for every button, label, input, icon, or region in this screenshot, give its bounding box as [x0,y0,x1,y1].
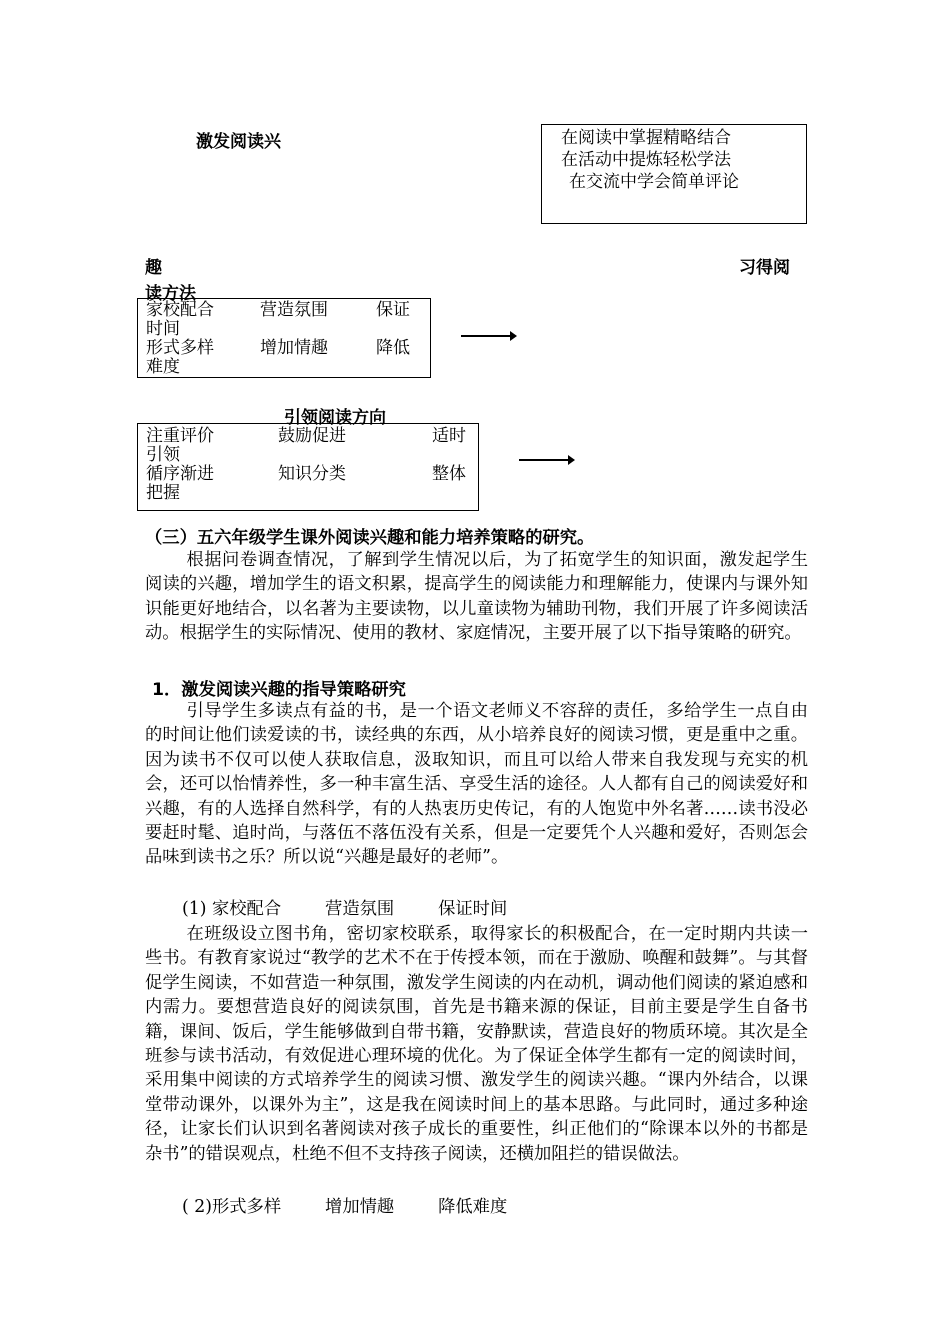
paragraph-2: 引导学生多读点有益的书，是一个语文老师义不容辞的责任，多给学生一点自由的时间让他们读爱读的书，读经典的东西，从小培养良好的阅读习惯，更是重中之重。因为读书不仅可以使人获取信息，汲取知识，而且可以给人带来自我发现与充实的机会，还可以怡情养性，多一种丰富生活、享受生活的途径。人人都有自己的阅读爱好和兴趣，有的人选择自然科学，有的人热衷历史传记，有的人饱览中外名著……读书没必要赶时髦、追时尚，与落伍不落伍没有关系，但是一定要凭个人兴趣和爱好，否则怎会品味到读书之乐？所以说“兴趣是最好的老师”。 [145,701,808,868]
box2-r2c2: 知识分类 [278,464,346,484]
paragraph-1: 根据问卷调查情况，了解到学生情况以后，为了拓宽学生的知识面，激发起学生阅读的兴趣，增加学生的语文积累，提高学生的阅读能力和理解能力，使课内与课外知识能更好地结合，以名著为主要读物，以儿童读物为辅助刊物，我们开展了许多阅读活动。根据学生的实际情况、使用的教材、家庭情况，主要开展了以下指导策略的研究。 [145,550,808,644]
arrow-right-icon [461,335,511,337]
diagram-title: 激发阅读兴 [196,132,281,152]
box1-r1c2: 营造氛围 [260,300,328,320]
right-box-line-2: 在活动中提炼轻松学法 [561,150,731,170]
box2-r1c1: 注重评价 [146,426,214,446]
box2-r1c3: 适时 [432,426,466,446]
box1-r1c4: 时间 [146,319,180,339]
right-label-cont: 读方法 [145,284,196,304]
box1-r2c4: 难度 [146,357,180,377]
right-box-line-3: 在交流中学会简单评论 [569,172,739,192]
arrow-right-icon [519,459,569,461]
box2-r1c2: 鼓励促进 [278,426,346,446]
heading-1: 1．激发阅读兴趣的指导策略研究 [152,680,406,700]
direction-label: 引领阅读方向 [284,408,386,428]
right-box-line-1: 在阅读中掌握精略结合 [561,128,731,148]
box1-r1c3: 保证 [376,300,410,320]
direction-strategy-box [137,423,479,511]
box2-r2c3: 整体 [432,464,466,484]
box1-r2c1: 形式多样 [146,338,214,358]
box2-r2c1: 循序渐进 [146,464,214,484]
paragraph-3: 在班级设立图书角，密切家校联系，取得家长的积极配合，在一定时期内共读一些书。有教育家说过“教学的艺术不在于传授本领，而在于激励、唤醒和鼓舞”。与其督促学生阅读，不如营造一种氛围，激发学生阅读的内在动机，调动他们阅读的紧迫感和内需力。要想营造良好的阅读氛围，首先是书籍来源的保证，目前主要是学生自备书籍，课间、饭后，学生能够做到自带书籍，安静默读，营造良好的物质环境。其次是全班参与读书活动，有效促进心理环境的优化。为了保证全体学生都有一定的阅读时间，采用集中阅读的方式培养学生的阅读习惯、激发学生的阅读兴趣。“课内外结合，以课堂带动课外，以课外为主”，这是我在阅读时间上的基本思路。与此同时，通过多种途径，让家长们认识到名著阅读对孩子成长的重要性，纠正他们的“除课本以外的书都是杂书”的错误观点，杜绝不但不支持孩子阅读，还横加阻拦的错误做法。 [145,924,808,1164]
box1-r2c2: 增加情趣 [260,338,328,358]
box2-r2c4: 把握 [146,483,180,503]
diagram-title-cont: 趣 [145,258,162,278]
box1-r2c3: 降低 [376,338,410,358]
right-label: 习得阅 [739,258,790,278]
box1-r1c1: 家校配合 [146,300,214,320]
subheading-2: ( 2)形式多样 增加情趣 降低难度 [182,1197,508,1217]
section-heading: （三）五六年级学生课外阅读兴趣和能力培养策略的研究。 [145,528,595,548]
box2-r1c4: 引领 [146,445,180,465]
right-strategy-box [541,124,807,224]
interest-strategy-box [137,298,431,378]
subheading-1: (1) 家校配合 营造氛围 保证时间 [182,899,508,919]
